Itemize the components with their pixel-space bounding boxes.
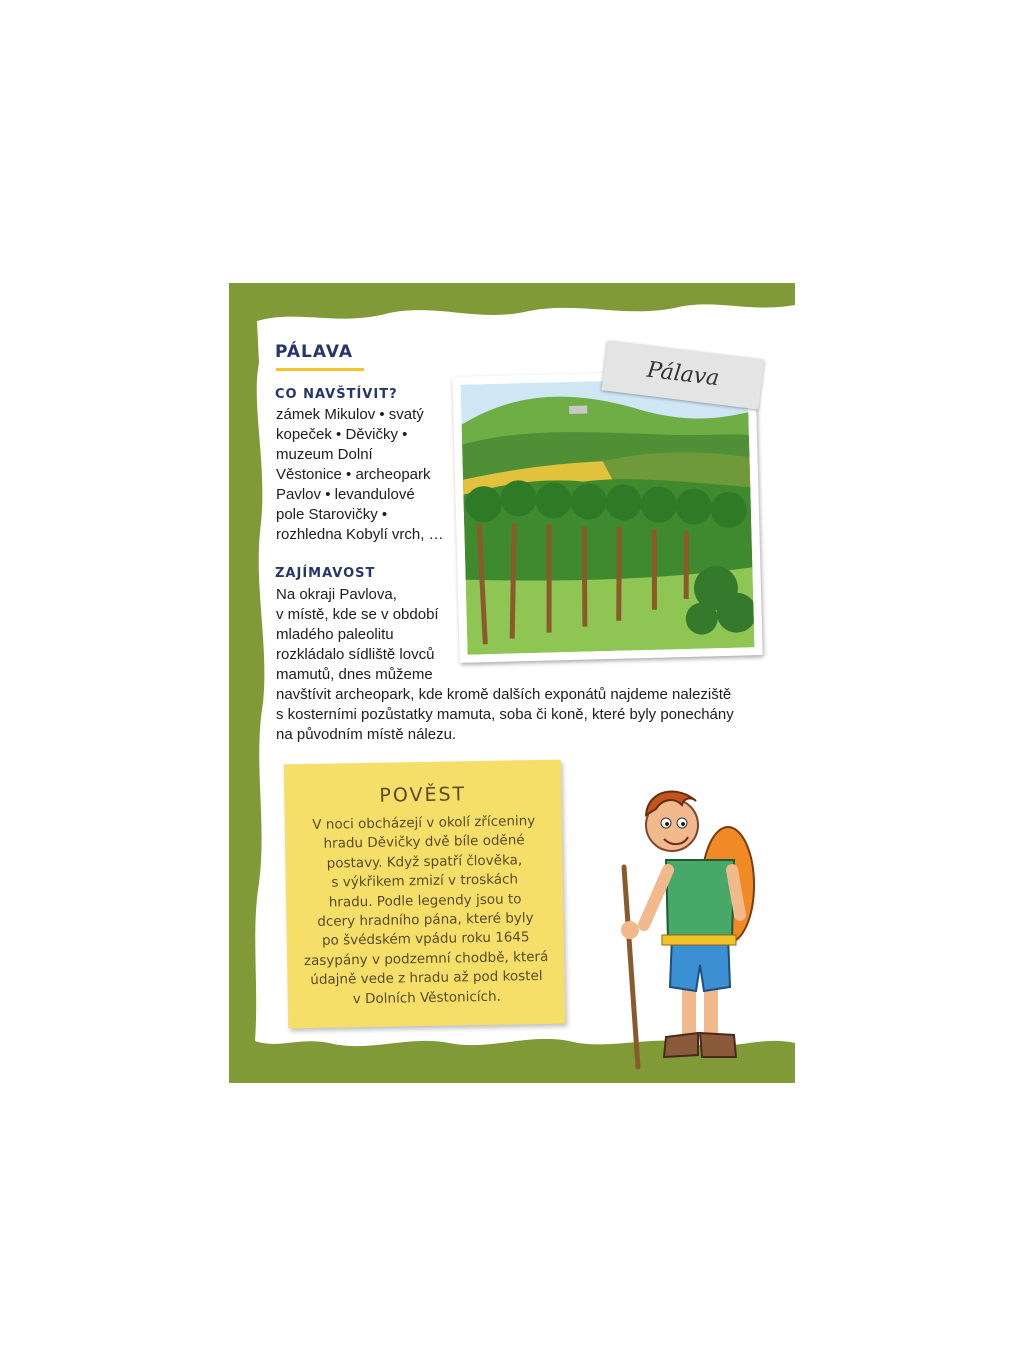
interest-line: s kosterními pozůstatky mamuta, soba či koně, které byly ponechány [276, 706, 734, 723]
visit-line: muzeum Dolní [276, 446, 373, 463]
title-underline [276, 368, 364, 371]
legend-line: v Dolních Věstonicích. [352, 988, 501, 1007]
visit-heading: CO NAVŠTÍVIT? [275, 387, 398, 402]
vineyard-illustration [461, 377, 755, 654]
legend-line: zasypány v podzemní chodbě, která [303, 948, 549, 969]
interest-line: v místě, kde se v období [276, 606, 439, 623]
visit-line: Pavlov • levandulové [276, 486, 415, 503]
legend-line: dcery hradního pána, které byly [317, 910, 534, 930]
legend-line: postavy. Když spatří člověka, [326, 852, 523, 872]
landscape-photo-frame [452, 369, 762, 663]
legend-line: údajně vede z hradu až pod kostel [310, 968, 543, 989]
interest-text-wide [276, 685, 756, 745]
interest-line: navštívit archeopark, kde kromě dalších exponátů najdeme naleziště [276, 686, 732, 703]
hiker-illustration [600, 775, 770, 1075]
interest-line: Na okraji Pavlova, [276, 586, 397, 603]
legend-sticky-note [284, 760, 566, 1029]
legend-line: hradu. Podle legendy jsou to [328, 890, 522, 911]
visit-list [276, 405, 454, 545]
visit-line: zámek Mikulov • svatý [276, 406, 424, 423]
legend-text [299, 812, 552, 1010]
visit-line: kopeček • Děvičky • [276, 426, 408, 443]
interest-line: mamutů, dnes můžeme [276, 666, 433, 683]
interest-text-narrow [276, 585, 461, 685]
interest-line: mladého paleolitu [276, 626, 394, 643]
interest-line: na původním místě nálezu. [276, 726, 457, 743]
page-title: PÁLAVA [275, 342, 354, 362]
legend-line: V noci obcházejí v okolí zříceniny [312, 813, 536, 833]
legend-line: s výkřikem zmizí v troskách [331, 871, 519, 891]
photo-caption: Pálava [645, 357, 721, 392]
legend-heading: POVĚST [379, 783, 467, 807]
visit-line: rozhledna Kobylí vrch, … [276, 526, 444, 543]
legend-line: po švédském vpádu roku 1645 [321, 929, 530, 950]
interest-heading: ZAJÍMAVOST [275, 566, 376, 581]
visit-line: pole Starovičky • [276, 506, 388, 523]
visit-line: Věstonice • archeopark [276, 466, 431, 483]
legend-line: hradu Děvičky dvě bíle oděné [323, 832, 525, 853]
interest-line: rozkládalo sídliště lovců [276, 646, 435, 663]
